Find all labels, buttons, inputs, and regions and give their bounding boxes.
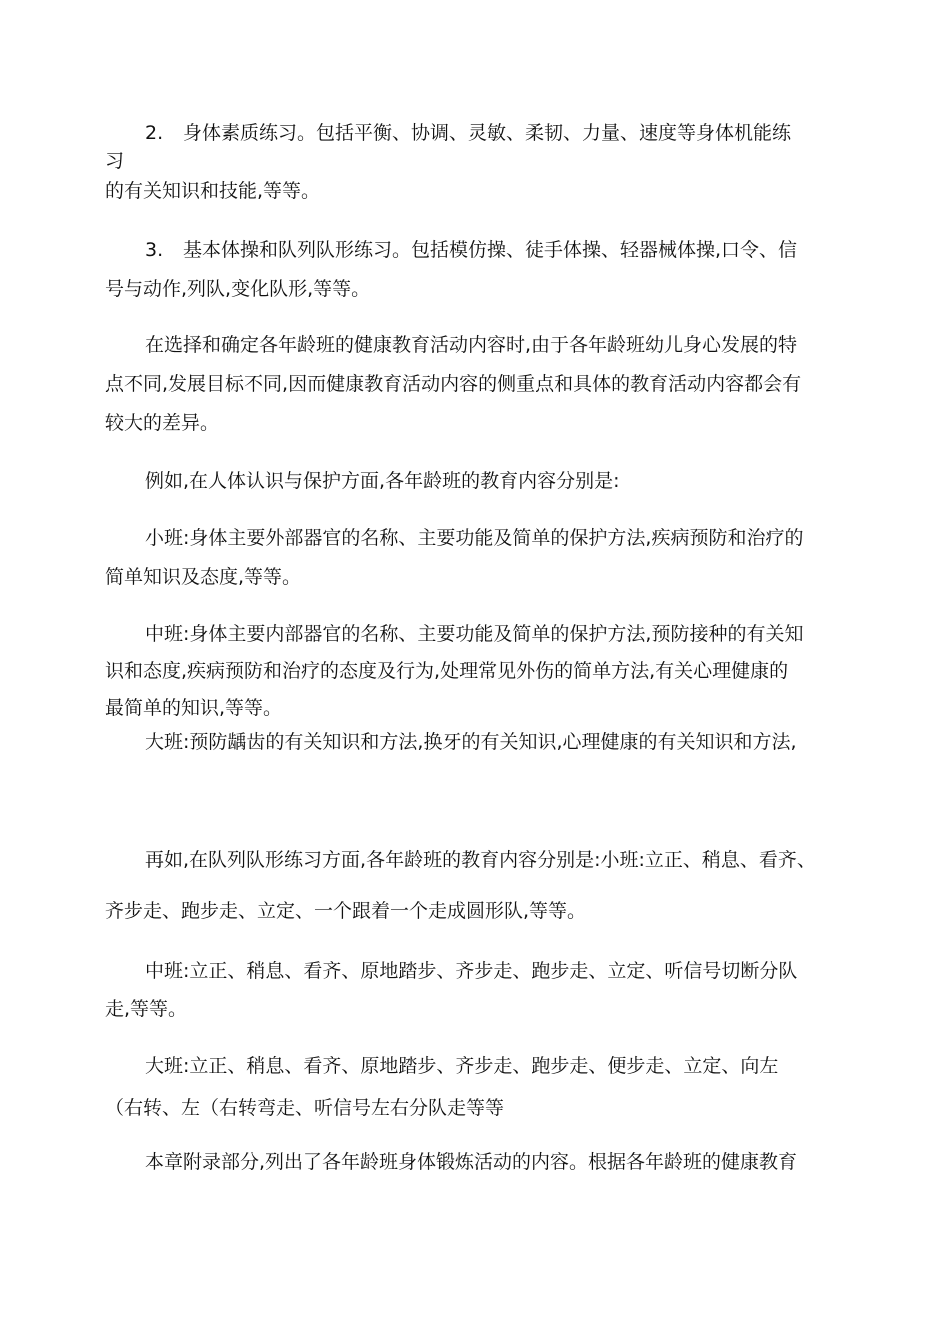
paragraph-1-line-2: 点不同,发展目标不同,因而健康教育活动内容的侧重点和具体的教育活动内容都会有 <box>105 373 802 395</box>
item-2-line-2: 习 <box>105 150 125 172</box>
paragraph-3-line-1: 小班:身体主要外部器官的名称、主要功能及简单的保护方法,疾病预防和治疗的 <box>145 527 804 549</box>
item-2-line-3: 的有关知识和技能,等等。 <box>105 180 321 202</box>
item-number-3: 3. <box>145 239 164 261</box>
paragraph-8-line-1: 大班:立正、稍息、看齐、原地踏步、齐步走、跑步走、便步走、立定、向左 <box>145 1055 779 1077</box>
paragraph-6-line-1: 再如,在队列队形练习方面,各年龄班的教育内容分别是:小班:立正、稍息、看齐、 <box>145 849 816 871</box>
paragraph-6-line-2: 齐步走、跑步走、立定、一个跟着一个走成圆形队,等等。 <box>105 900 587 922</box>
paragraph-3-line-2: 简单知识及态度,等等。 <box>105 566 302 588</box>
paragraph-9-line-1: 本章附录部分,列出了各年龄班身体锻炼活动的内容。根据各年龄班的健康教育 <box>145 1151 798 1173</box>
paragraph-7-line-1: 中班:立正、稍息、看齐、原地踏步、齐步走、跑步走、立定、听信号切断分队 <box>145 960 798 982</box>
paragraph-8-line-2: （右转、左（右转弯走、听信号左右分队走等等 <box>105 1097 505 1119</box>
item-3-line-1: 3. 基本体操和队列队形练习。包括模仿操、徒手体操、轻器械体操,口令、信 <box>145 236 865 264</box>
paragraph-2: 例如,在人体认识与保护方面,各年龄班的教育内容分别是: <box>145 470 620 492</box>
paragraph-5: 大班:预防龋齿的有关知识和方法,换牙的有关知识,心理健康的有关知识和方法, <box>145 731 797 753</box>
paragraph-4-line-2: 识和态度,疾病预防和治疗的态度及行为,处理常见外伤的简单方法,有关心理健康的 <box>105 660 789 682</box>
item-2-line-1: 2. 身体素质练习。包括平衡、协调、灵敏、柔韧、力量、速度等身体机能练 <box>145 119 865 147</box>
item-number-2: 2. <box>145 122 164 144</box>
paragraph-4-line-1: 中班:身体主要内部器官的名称、主要功能及简单的保护方法,预防接种的有关知 <box>145 623 804 645</box>
paragraph-7-line-2: 走,等等。 <box>105 998 188 1020</box>
paragraph-1-line-1: 在选择和确定各年龄班的健康教育活动内容时,由于各年龄班幼儿身心发展的特 <box>145 334 798 356</box>
paragraph-1-line-3: 较大的差异。 <box>105 412 220 434</box>
item-3-line-2: 号与动作,列队,变化队形,等等。 <box>105 278 371 300</box>
paragraph-4-line-3: 最简单的知识,等等。 <box>105 697 283 719</box>
